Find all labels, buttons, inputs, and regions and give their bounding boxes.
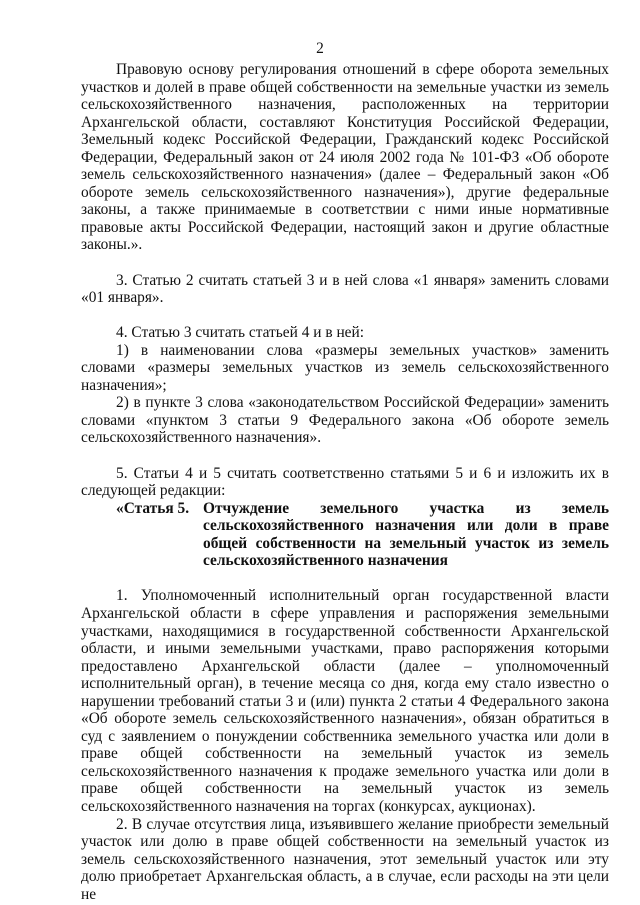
paragraph: 3. Статью 2 считать статьей 3 и в ней слова «1 января» заменить словами «01 января». — [81, 271, 609, 307]
document-body — [81, 61, 609, 903]
paragraph: 1) в наименовании слова «размеры земельных участков» заменить словами «размеры земельных участков из земель сельскохозяйственного назначения»; — [81, 341, 609, 394]
page-number: 2 — [316, 40, 324, 57]
paragraph: 5. Статьи 4 и 5 считать соответственно статьями 5 и 6 и изложить их в следующей редакции: — [81, 464, 609, 500]
article-title: Отчуждение земельного участка из земель сельскохозяйственного назначения или доли в праве общей собственности на земельный участок из земель сельскохозяйственного назначения — [203, 499, 609, 570]
paragraph: 1. Уполномоченный исполнительный орган государственной власти Архангельской области в сфере управления и распоряжения земельными участками, находящимися в государственной собственности Архангельской области, и иными земельными участками, право распоряжения которыми предоставлено Архангельской области (далее – уполномоченный исполнительный орган), в течение месяца со дня, когда ему стало известно о нарушении требований статьи 3 и (или) пункта 2 статьи 4 Федерального закона «Об обороте земель сельскохозяйственного назначения», обязан обратиться в суд с заявлением о понуждении собственника земельного участка или доли в праве общей собственности на земельный участок из земель сельскохозяйственного назначения к продаже земельного участка или доли в праве общей собственности на земельный участок из земель сельскохозяйственного назначения на торгах (конкурсах, аукционах). — [81, 587, 609, 815]
paragraph-spacer — [81, 570, 609, 588]
paragraph: 2) в пункте 3 слова «законодательством Российской Федерации» заменить словами «пунктом 3 статьи 9 Федерального закона «Об обороте земель сельскохозяйственного назначения». — [81, 394, 609, 447]
paragraph: 2. В случае отсутствия лица, изъявившего желание приобрести земельный участок или долю в праве общей собственности на земельный участок из земель сельскохозяйственного назначения, этот земельный участок или эту долю приобретает Архангельская область, а в случае, если расходы на эти цели не — [81, 815, 609, 903]
paragraph: Правовую основу регулирования отношений в сфере оборота земельных участков и долей в праве общей собственности на земельные участки из земель сельскохозяйственного назначения, расположенных на территории Архангельской области, составляют Конституция Российской Федерации, Земельный кодекс Российской Федерации, Гражданский кодекс Российской Федерации, Федеральный закон от 24 июля 2002 года № 101-ФЗ «Об обороте земель сельскохозяйственного назначения» (далее – Федеральный закон «Об обороте земель сельскохозяйственного назначения»), другие федеральные законы, а также принимаемые в соответствии с ними иные нормативные правовые акты Российской Федерации, настоящий закон и другие областные законы.». — [81, 61, 609, 254]
paragraph: 4. Статью 3 считать статьей 4 и в ней: — [116, 324, 365, 342]
article-heading — [81, 500, 609, 570]
paragraph-spacer — [81, 447, 609, 465]
article-label: «Статья 5. — [116, 499, 190, 517]
paragraph-spacer — [81, 254, 609, 272]
paragraph-spacer — [81, 307, 609, 325]
